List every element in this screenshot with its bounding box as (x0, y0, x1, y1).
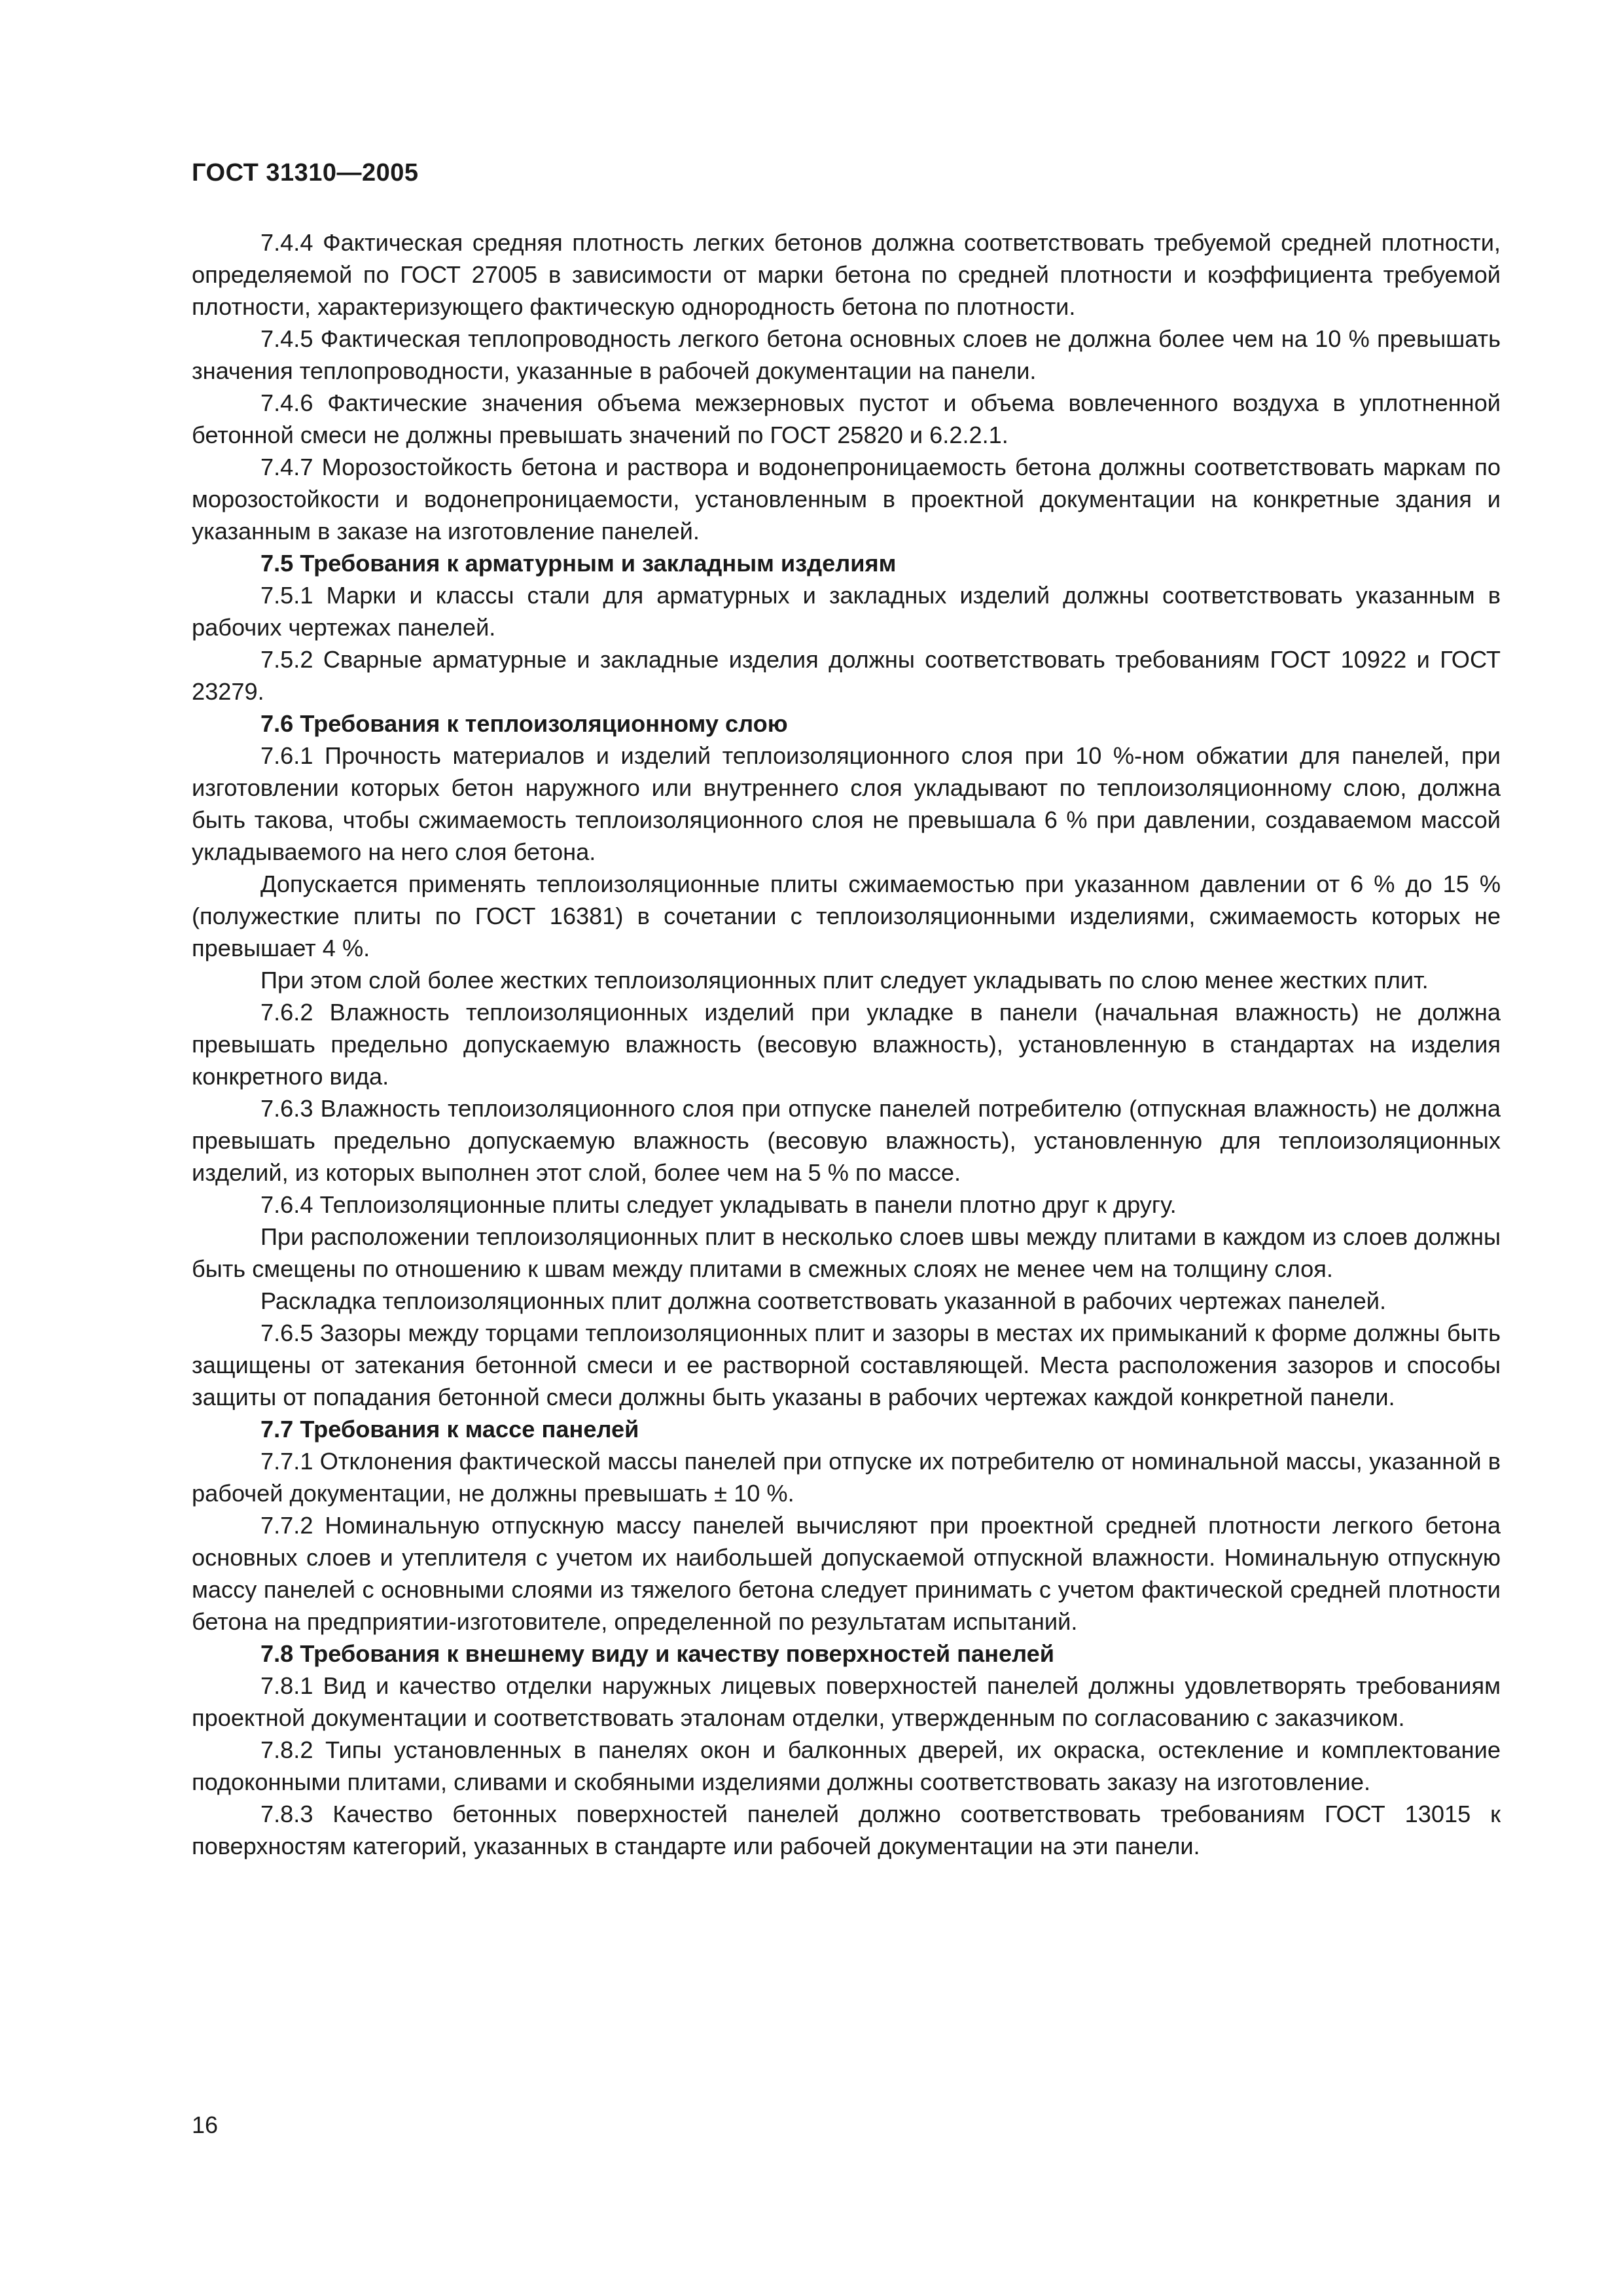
paragraph-7-8-3: 7.8.3 Качество бетонных поверхностей панелей должно соответствовать требованиям ГОСТ 13015 к поверхностям категорий, указанных в стандарте или рабочей документации на эти панели. (192, 1801, 1501, 1859)
paragraph-7-6-4-layout: Раскладка теплоизоляционных плит должна соответствовать указанной в рабочих чертежах панелей. (260, 1287, 1387, 1314)
paragraph-7-4-4: 7.4.4 Фактическая средняя плотность легких бетонов должна соответствовать требуемой средней плотности, определяемой по ГОСТ 27005 в зависимости от марки бетона по средней плотности и коэффициента требуемой плотности, характеризующего фактическую однородность бетона по плотности. (192, 229, 1501, 320)
section-heading-7-8: 7.8 Требования к внешнему виду и качеству поверхностей панелей (260, 1640, 1054, 1667)
paragraph-7-4-7: 7.4.7 Морозостойкость бетона и раствора и водонепроницаемость бетона должны соответствовать маркам по морозостойкости и водонепроницаемости, установленным в проектной документации на конкретные здания и указанным в заказе на изготовление панелей. (192, 454, 1501, 545)
page-number: 16 (192, 2111, 219, 2138)
paragraph-7-7-2: 7.7.2 Номинальную отпускную массу панелей вычисляют при проектной средней плотности легкого бетона основных слоев и утеплителя с учетом их наибольшей допускаемой отпускной влажности. Номинальную отпускную массу панелей с основными слоями из тяжелого бетона следует принимать с учетом фактической средней плотности бетона на предприятии-изготовителе, определенной по результатам испытаний. (192, 1512, 1501, 1635)
section-heading-7-6: 7.6 Требования к теплоизоляционному слою (260, 710, 788, 737)
document-body (192, 226, 1501, 1862)
paragraph-7-4-5: 7.4.5 Фактическая теплопроводность легкого бетона основных слоев не должна более чем на 10 % превышать значения теплопроводности, указанные в рабочей документации на панели. (192, 325, 1501, 384)
paragraph-7-6-1-layering: При этом слой более жестких теплоизоляционных плит следует укладывать по слою менее жестких плит. (260, 967, 1429, 994)
paragraph-7-6-4: 7.6.4 Теплоизоляционные плиты следует укладывать в панели плотно друг к другу. (260, 1191, 1177, 1218)
section-heading-7-7: 7.7 Требования к массе панелей (260, 1416, 639, 1443)
paragraph-7-4-6: 7.4.6 Фактические значения объема межзерновых пустот и объема вовлеченного воздуха в уплотненной бетонной смеси не должны превышать значений по ГОСТ 25820 и 6.2.2.1. (192, 389, 1501, 448)
paragraph-7-5-1: 7.5.1 Марки и классы стали для арматурных и закладных изделий должны соответствовать указанным в рабочих чертежах панелей. (192, 582, 1501, 641)
paragraph-7-7-1: 7.7.1 Отклонения фактической массы панелей при отпуске их потребителю от номинальной массы, указанной в рабочей документации, не должны превышать ± 10 %. (192, 1448, 1501, 1507)
paragraph-7-8-1: 7.8.1 Вид и качество отделки наружных лицевых поверхностей панелей должны удовлетворять требованиям проектной документации и соответствовать эталонам отделки, утвержденным по согласованию с заказчиком. (192, 1672, 1501, 1731)
section-heading-7-5: 7.5 Требования к арматурным и закладным изделиям (260, 550, 897, 577)
paragraph-7-6-5: 7.6.5 Зазоры между торцами теплоизоляционных плит и зазоры в местах их примыканий к форме должны быть защищены от затекания бетонной смеси и ее растворной составляющей. Места расположения зазоров и способы защиты от попадания бетонной смеси должны быть указаны в рабочих чертежах каждой конкретной панели. (192, 1319, 1501, 1410)
paragraph-7-6-1: 7.6.1 Прочность материалов и изделий теплоизоляционного слоя при 10 %-ном обжатии для панелей, при изготовлении которых бетон наружного или внутреннего слоя укладывают по теплоизоляционному слою, должна быть такова, чтобы сжимаемость теплоизоляционного слоя не превышала 6 % при давлении, создаваемом массой укладываемого на него слоя бетона. (192, 742, 1501, 865)
paragraph-7-6-1-allowance: Допускается применять теплоизоляционные плиты сжимаемостью при указанном давлении от 6 % до 15 % (полужесткие плиты по ГОСТ 16381) в сочетании с теплоизоляционными изделиями, сжимаемость которых не превышает 4 %. (192, 870, 1501, 961)
standard-header: ГОСТ 31310—2005 (192, 159, 419, 187)
paragraph-7-6-4-seams: При расположении теплоизоляционных плит в несколько слоев швы между плитами в каждом из слоев должны быть смещены по отношению к швам между плитами в смежных слоях не менее чем на толщину слоя. (192, 1223, 1501, 1282)
paragraph-7-5-2: 7.5.2 Сварные арматурные и закладные изделия должны соответствовать требованиям ГОСТ 10922 и ГОСТ 23279. (192, 646, 1501, 705)
paragraph-7-8-2: 7.8.2 Типы установленных в панелях окон и балконных дверей, их окраска, остекление и комплектование подоконными плитами, сливами и скобяными изделиями должны соответствовать заказу на изготовление. (192, 1736, 1501, 1795)
paragraph-7-6-3: 7.6.3 Влажность теплоизоляционного слоя при отпуске панелей потребителю (отпускная влажность) не должна превышать предельно допускаемую влажность (весовую влажность), установленную для теплоизоляционных изделий, из которых выполнен этот слой, более чем на 5 % по массе. (192, 1095, 1501, 1186)
paragraph-7-6-2: 7.6.2 Влажность теплоизоляционных изделий при укладке в панели (начальная влажность) не должна превышать предельно допускаемую влажность (весовую влажность), установленную в стандартах на изделия конкретного вида. (192, 999, 1501, 1090)
